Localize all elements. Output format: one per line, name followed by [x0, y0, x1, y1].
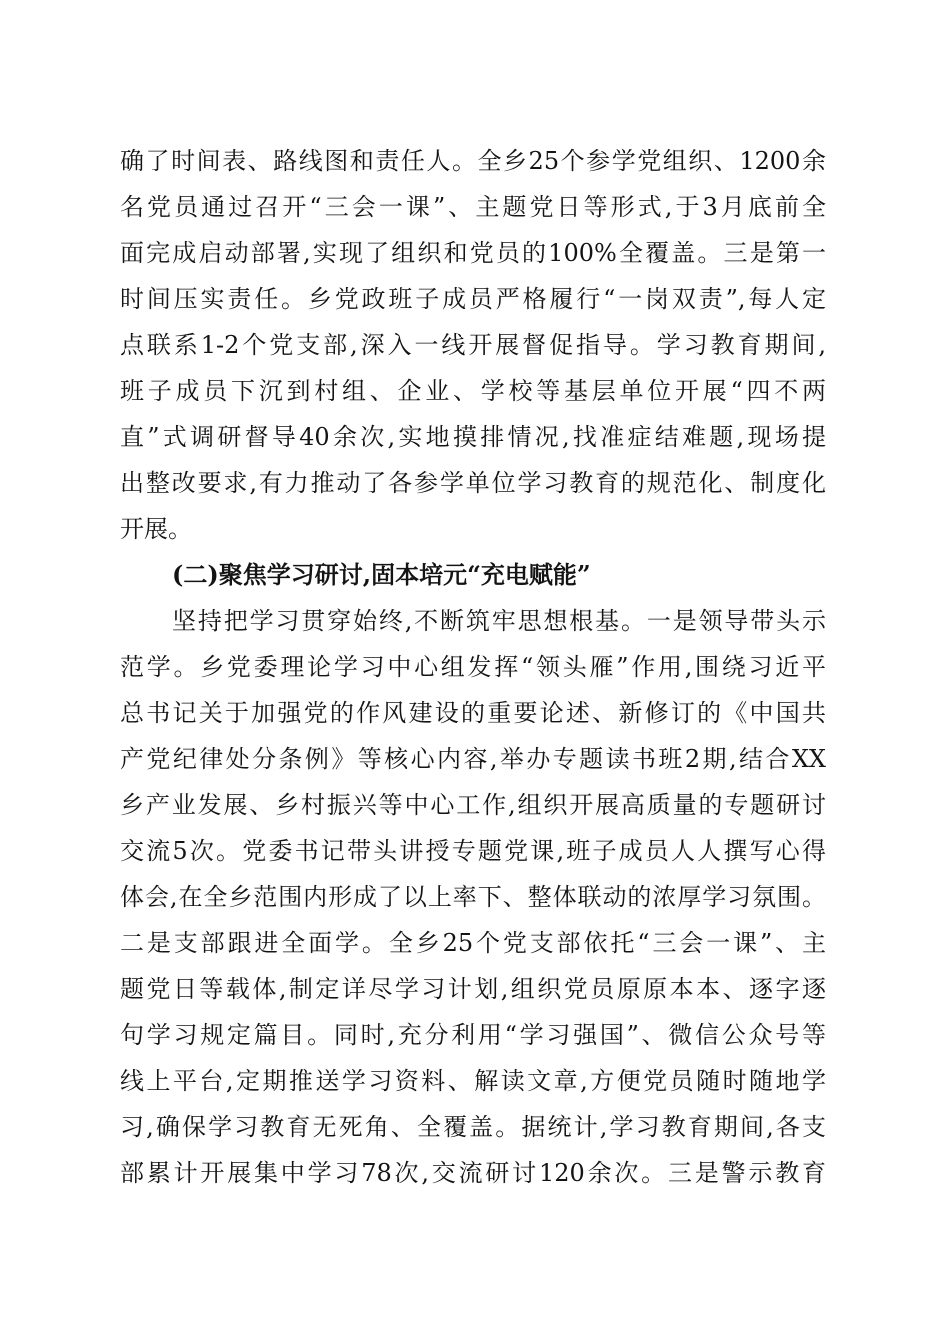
paragraph-2-line: 产党纪律处分条例》等核心内容,举办专题读书班2期,结合XX — [120, 745, 826, 773]
paragraph-1-line: 时间压实责任。乡党政班子成员严格履行“一岗双责”,每人定 — [120, 285, 826, 313]
paragraph-1-line: 直”式调研督导40余次,实地摸排情况,找准症结难题,现场提 — [120, 423, 826, 451]
paragraph-2-line: 范学。乡党委理论学习中心组发挥“领头雁”作用,围绕习近平 — [120, 653, 826, 681]
paragraph-2-line: 总书记关于加强党的作风建设的重要论述、新修订的《中国共 — [120, 699, 826, 727]
paragraph-1-line: 出整改要求,有力推动了各参学单位学习教育的规范化、制度化 — [120, 469, 826, 497]
paragraph-2-line: 句学习规定篇目。同时,充分利用“学习强国”、微信公众号等 — [120, 1021, 826, 1049]
section-heading: (二)聚焦学习研讨,固本培元“充电赋能” — [172, 560, 591, 589]
paragraph-1-line: 确了时间表、路线图和责任人。全乡25个参学党组织、1200余 — [120, 147, 826, 175]
paragraph-2-line: 部累计开展集中学习78次,交流研讨120余次。三是警示教育 — [120, 1159, 826, 1187]
paragraph-1-line: 开展。 — [120, 515, 192, 543]
paragraph-2-line: 交流5次。党委书记带头讲授专题党课,班子成员人人撰写心得 — [120, 837, 826, 865]
paragraph-2-line: 习,确保学习教育无死角、全覆盖。据统计,学习教育期间,各支 — [120, 1113, 826, 1141]
paragraph-2-line: 坚持把学习贯穿始终,不断筑牢思想根基。一是领导带头示 — [172, 607, 826, 635]
paragraph-1-line: 点联系1-2个党支部,深入一线开展督促指导。学习教育期间, — [120, 331, 826, 359]
paragraph-2-line: 线上平台,定期推送学习资料、解读文章,方便党员随时随地学 — [120, 1067, 826, 1095]
paragraph-2-line: 乡产业发展、乡村振兴等中心工作,组织开展高质量的专题研讨 — [120, 791, 826, 819]
paragraph-2-line: 体会,在全乡范围内形成了以上率下、整体联动的浓厚学习氛围。 — [120, 883, 826, 911]
paragraph-1-line: 名党员通过召开“三会一课”、主题党日等形式,于3月底前全 — [120, 193, 826, 221]
paragraph-2-line: 二是支部跟进全面学。全乡25个党支部依托“三会一课”、主 — [120, 929, 826, 957]
paragraph-1-line: 班子成员下沉到村组、企业、学校等基层单位开展“四不两 — [120, 377, 826, 405]
paragraph-1-line: 面完成启动部署,实现了组织和党员的100%全覆盖。三是第一 — [120, 239, 826, 267]
paragraph-2-line: 题党日等载体,制定详尽学习计划,组织党员原原本本、逐字逐 — [120, 975, 826, 1003]
